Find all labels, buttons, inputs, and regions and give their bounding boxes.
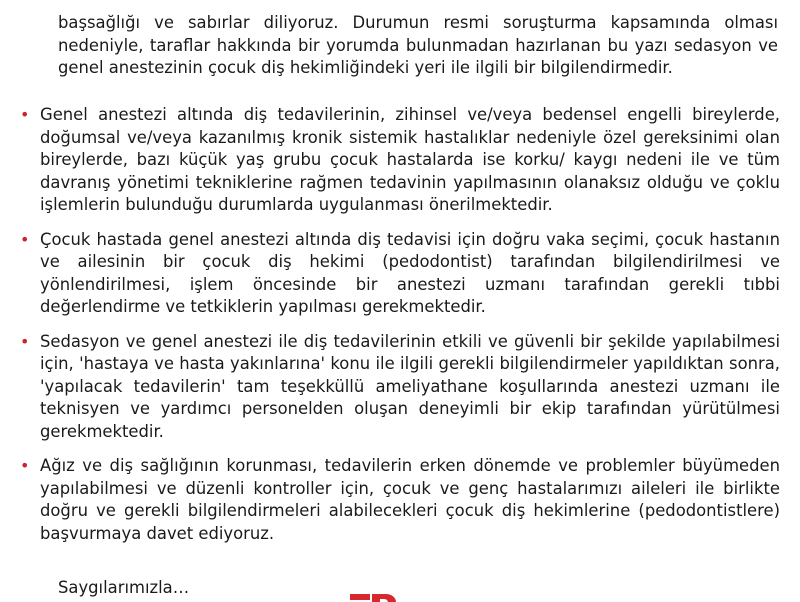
bullet-list xyxy=(20,104,780,557)
bullet-text: Genel anestezi altında diş tedavilerinin, zihinsel ve/veya bedensel engelli bireylerde, doğumsal ve/veya kazanılmış kronik sistemik hastalıklar nedeniyle özel gereksinimi olan bireylerde, bazı küçük yaş grubu çocuk hastalarda ise korku/ kaygı nedeni ile ve tüm davranış yönetimi tekniklerine rağmen tedavinin yapılmasının olanaksız olduğu ve çoklu işlemlerin bulunduğu durumlarda uygulanması önerilmektedir. xyxy=(40,105,780,214)
bullet-icon: • xyxy=(20,456,30,475)
intro-paragraph: başsağlığı ve sabırlar diliyoruz. Durumun resmi soruşturma kapsamında olması nedeniyle, taraflar hakkında bir yorumda bulunmadan hazırlanan bu yazı sedasyon ve genel anestezinin çocuk diş hekimliğindeki yeri ile ilgili bir bilgilendirmedir. xyxy=(58,13,778,78)
bullet-item xyxy=(20,455,780,545)
closing-text: Saygılarımızla… xyxy=(58,578,190,597)
bullet-icon: • xyxy=(20,331,30,351)
bullet-text: Ağız ve diş sağlığının korunması, tedavilerin erken dönemde ve problemler büyümeden yapılabilmesi ve düzenli kontroller için, çocuk ve genç hastalarımızı aileleri ile birlikte doğru ve gerekli bilgilendirmeleri alabilecekleri çocuk diş hekimlerine (pedodontistlere) başvurmaya davet ediyoruz. xyxy=(40,456,780,543)
bullet-text: Çocuk hastada genel anestezi altında diş tedavisi için doğru vaka seçimi, çocuk hastanın ve ailesinin bir çocuk diş hekimi (pedodontist) tarafından bilgilendirilmesi ve yönlendirilmesi, işlem öncesinde bir anestezi uzmanı tarafından gerekli tıbbi değerlendirme ve tetkiklerin yapılması gerekmektedir. xyxy=(40,229,780,316)
bullet-item xyxy=(20,331,780,444)
bullet-item xyxy=(20,104,780,217)
bullet-icon: • xyxy=(20,105,30,124)
bullet-text: Sedasyon ve genel anestezi ile diş tedavilerinin etkili ve güvenli bir şekilde yapılabilmesi için, 'hastaya ve hasta yakınlarına' konu ile ilgili gerekli bilgilendirmeler yapıldıktan sonra, 'yapılacak tedavilerin' tam teşekküllü ameliyathane koşullarında anestezi uzmanı ile teknisyen ve yardımcı personelden oluşan deneyimli bir ekip tarafından yürütülmesi gerekmektedir. xyxy=(40,331,780,441)
bullet-item xyxy=(20,229,780,319)
bullet-icon: • xyxy=(20,229,30,249)
